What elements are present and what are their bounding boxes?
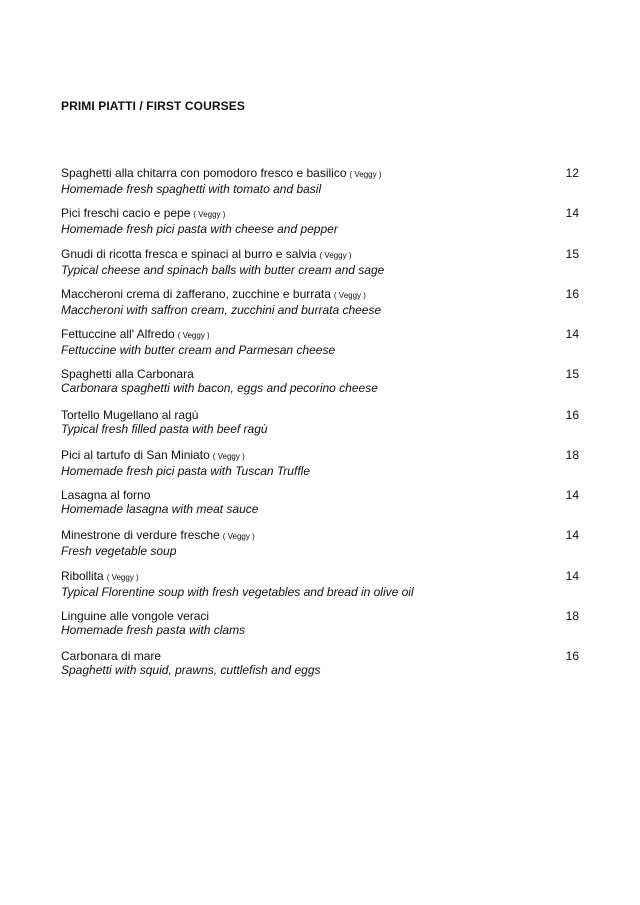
dish-name-text: Linguine alle vongole veraci bbox=[61, 608, 210, 623]
dish-name-text: Ribollita bbox=[61, 568, 104, 583]
dish-name bbox=[61, 166, 579, 182]
dish-price: 14 bbox=[565, 327, 579, 341]
veggy-tag: ( Veggy ) bbox=[106, 572, 139, 582]
dish-name bbox=[61, 327, 579, 343]
dish-name-text: Minestrone di verdure fresche bbox=[61, 528, 220, 543]
dish-description: Fresh vegetable soup bbox=[61, 544, 177, 559]
dish-price: 16 bbox=[565, 407, 579, 422]
dish-price: 18 bbox=[565, 447, 579, 462]
veggy-tag: ( Veggy ) bbox=[222, 532, 255, 542]
menu-list bbox=[61, 166, 579, 689]
dish-description: Homemade fresh pasta with clams bbox=[61, 622, 246, 637]
menu-item bbox=[61, 528, 579, 568]
dish-description: Typical Florentine soup with fresh vegetables and bread in olive oil bbox=[61, 584, 414, 599]
menu-item bbox=[61, 247, 579, 287]
dish-name-text: Fettuccine all' Alfredo bbox=[61, 327, 175, 341]
dish-name-text: Spaghetti alla Carbonara bbox=[61, 367, 194, 382]
menu-item bbox=[61, 448, 579, 488]
menu-item bbox=[61, 488, 579, 528]
menu-item bbox=[61, 367, 579, 407]
dish-description: Spaghetti with squid, prawns, cuttlefish and eggs bbox=[61, 663, 321, 677]
dish-name bbox=[61, 206, 579, 222]
dish-description: Maccheroni with saffron cream, zucchini and burrata cheese bbox=[61, 302, 382, 317]
menu-item bbox=[61, 206, 579, 246]
dish-price: 15 bbox=[565, 246, 579, 261]
dish-name bbox=[61, 367, 579, 381]
menu-item bbox=[61, 609, 579, 649]
dish-name-text: Pici al tartufo di San Miniato bbox=[61, 447, 210, 462]
dish-name bbox=[61, 448, 579, 464]
veggy-tag: ( Veggy ) bbox=[212, 451, 245, 461]
dish-name-text: Maccheroni crema di zafferano, zucchine e burrata bbox=[61, 286, 331, 301]
dish-description: Fettuccine with butter cream and Parmesan cheese bbox=[61, 343, 336, 357]
veggy-tag: ( Veggy ) bbox=[319, 250, 352, 260]
section-title: PRIMI PIATTI / FIRST COURSES bbox=[61, 99, 245, 113]
dish-price: 14 bbox=[565, 528, 579, 543]
dish-name-text: Lasagna al forno bbox=[61, 488, 151, 502]
menu-item bbox=[61, 649, 579, 689]
menu-item bbox=[61, 166, 579, 206]
dish-price: 18 bbox=[565, 608, 579, 623]
dish-name bbox=[61, 609, 579, 623]
veggy-tag: ( Veggy ) bbox=[193, 210, 226, 220]
dish-name bbox=[61, 569, 579, 585]
dish-name-text: Carbonara di mare bbox=[61, 649, 162, 663]
dish-name bbox=[61, 247, 579, 263]
dish-name bbox=[61, 287, 579, 303]
dish-price: 16 bbox=[565, 649, 579, 663]
dish-price: 12 bbox=[565, 166, 579, 180]
dish-name-text: Pici freschi cacio e pepe bbox=[61, 206, 191, 221]
dish-name-text: Tortello Mugellano al ragù bbox=[61, 407, 199, 422]
dish-description: Homemade fresh pici pasta with cheese and pepper bbox=[61, 222, 338, 237]
menu-item bbox=[61, 327, 579, 367]
dish-name bbox=[61, 488, 579, 502]
dish-name bbox=[61, 649, 579, 663]
dish-price: 14 bbox=[565, 488, 579, 502]
menu-item bbox=[61, 408, 579, 448]
veggy-tag: ( Veggy ) bbox=[333, 290, 366, 300]
dish-price: 15 bbox=[565, 367, 579, 382]
dish-description: Typical fresh filled pasta with beef ragù bbox=[61, 421, 268, 436]
dish-description: Homemade fresh spaghetti with tomato and basil bbox=[61, 182, 322, 196]
dish-price: 16 bbox=[565, 286, 579, 301]
dish-description: Homemade fresh pici pasta with Tuscan Truffle bbox=[61, 463, 310, 478]
dish-name bbox=[61, 408, 579, 422]
dish-description: Carbonara spaghetti with bacon, eggs and pecorino cheese bbox=[61, 381, 378, 396]
dish-description: Typical cheese and spinach balls with butter cream and sage bbox=[61, 262, 385, 277]
veggy-tag: ( Veggy ) bbox=[349, 170, 382, 179]
dish-price: 14 bbox=[565, 206, 579, 221]
dish-price: 14 bbox=[565, 568, 579, 583]
dish-name-text: Spaghetti alla chitarra con pomodoro fresco e basilico bbox=[61, 166, 347, 180]
dish-name bbox=[61, 528, 579, 544]
veggy-tag: ( Veggy ) bbox=[177, 331, 210, 340]
menu-item bbox=[61, 287, 579, 327]
dish-description: Homemade lasagna with meat sauce bbox=[61, 502, 259, 516]
dish-name-text: Gnudi di ricotta fresca e spinaci al burro e salvia bbox=[61, 246, 317, 261]
menu-item bbox=[61, 569, 579, 609]
